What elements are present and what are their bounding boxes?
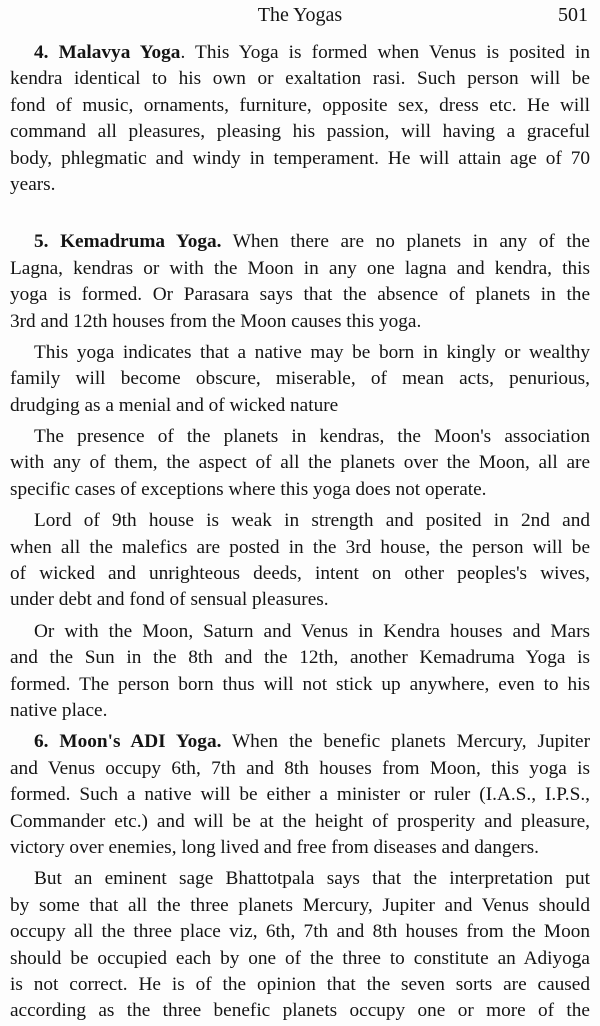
line-text: Or with the Moon, Saturn and Venus in Kendra houses and Mars bbox=[34, 620, 590, 642]
line-text: The presence of the planets in kendras, the Moon's association bbox=[34, 426, 590, 448]
paragraph bbox=[10, 424, 590, 503]
page-body bbox=[0, 40, 600, 1025]
text-line bbox=[10, 919, 590, 945]
line-text: . This Yoga is formed when Venus is posited in bbox=[180, 42, 591, 63]
text-line bbox=[10, 366, 590, 392]
line-text: occupy all the three place viz, 6th, 7th and 8th houses from the Moon bbox=[10, 921, 590, 943]
line-text: Commander etc.) and will be at the height of prosperity and pleasure, bbox=[10, 810, 590, 832]
text-line bbox=[10, 229, 590, 255]
line-text: and Venus occupy 6th, 7th and 8th houses from Moon, this yoga is bbox=[10, 757, 590, 779]
paragraph bbox=[10, 229, 590, 335]
line-text: by some that all the three planets Mercury, Jupiter and Venus should bbox=[10, 894, 590, 916]
line-text: yoga is formed. Or Parasara says that the absence of planets in the bbox=[10, 284, 590, 306]
line-text: victory over enemies, long lived and free from diseases and dangers. bbox=[10, 836, 539, 858]
text-line bbox=[10, 809, 590, 835]
text-line bbox=[10, 866, 590, 892]
text-line bbox=[10, 450, 590, 476]
text-line bbox=[10, 146, 590, 172]
line-text: Lord of 9th house is weak in strength and posited in 2nd and bbox=[34, 510, 590, 532]
text-line bbox=[10, 998, 590, 1024]
line-text: drudging as a menial and of wicked nature bbox=[10, 394, 339, 416]
line-text: When there are no planets in any of the bbox=[221, 231, 590, 253]
text-line bbox=[10, 424, 590, 450]
text-line bbox=[10, 535, 590, 561]
line-text: When the benefic planets Mercury, Jupiter bbox=[221, 731, 590, 753]
text-line bbox=[10, 309, 590, 335]
text-line bbox=[10, 893, 590, 919]
text-line bbox=[10, 256, 590, 282]
paragraph bbox=[10, 508, 590, 614]
text-line bbox=[10, 508, 590, 534]
text-line bbox=[10, 561, 590, 587]
text-line bbox=[10, 782, 590, 808]
line-text: should be occupied each by one of the three to constitute an Adiyoga bbox=[10, 947, 590, 969]
text-line bbox=[10, 282, 590, 308]
line-text: But an eminent sage Bhattotpala says that the interpretation put bbox=[34, 868, 590, 890]
line-text: command all pleasures, pleasing his passion, will having a graceful bbox=[10, 121, 590, 143]
text-line bbox=[10, 40, 590, 66]
line-text: Lagna, kendras or with the Moon in any one lagna and kendra, this bbox=[10, 257, 590, 279]
line-text: and the Sun in the 8th and the 12th, another Kemadruma Yoga is bbox=[10, 647, 590, 669]
running-title: The Yogas bbox=[257, 4, 343, 26]
line-text: years. bbox=[10, 173, 56, 195]
line-text: family will become obscure, miserable, of mean acts, penurious, bbox=[10, 368, 590, 390]
line-text: with any of them, the aspect of all the planets over the Moon, all are bbox=[10, 452, 590, 474]
line-text: of wicked and unrighteous deeds, intent on other peoples's wives, bbox=[10, 563, 590, 585]
page-header bbox=[0, 0, 600, 40]
text-line bbox=[10, 672, 590, 698]
line-text: formed. Such a native will be either a minister or ruler (I.A.S., I.P.S., bbox=[10, 784, 590, 806]
text-line bbox=[10, 946, 590, 972]
text-line bbox=[10, 172, 590, 198]
line-text: formed. The person born thus will not stick up anywhere, even to his bbox=[10, 673, 590, 695]
text-line bbox=[10, 587, 590, 613]
paragraph bbox=[10, 729, 590, 861]
text-line bbox=[10, 729, 590, 755]
line-text: is not correct. He is of the opinion that the seven sorts are caused bbox=[10, 973, 590, 995]
text-line bbox=[10, 66, 590, 92]
text-line bbox=[10, 756, 590, 782]
page-number: 501 bbox=[558, 4, 588, 26]
text-line bbox=[10, 340, 590, 366]
paragraph bbox=[10, 619, 590, 725]
section-heading: 5. Kemadruma Yoga. bbox=[34, 231, 222, 253]
line-text: according as the three benefic planets occupy one or more of the bbox=[10, 1000, 590, 1022]
text-line bbox=[10, 835, 590, 861]
line-text: This yoga indicates that a native may be born in kingly or wealthy bbox=[34, 341, 590, 363]
paragraph bbox=[10, 340, 590, 419]
text-line bbox=[10, 93, 590, 119]
line-text: specific cases of exceptions where this yoga does not operate. bbox=[10, 478, 487, 500]
line-text: body, phlegmatic and windy in temperament. He will attain age of 70 bbox=[10, 147, 590, 169]
text-line bbox=[10, 698, 590, 724]
paragraph bbox=[10, 40, 590, 198]
section-heading: 6. Moon's ADI Yoga. bbox=[34, 731, 222, 753]
text-line bbox=[10, 619, 590, 645]
paragraph bbox=[10, 866, 590, 1024]
line-text: when all the malefics are posted in the 3rd house, the person will be bbox=[10, 536, 590, 558]
line-text: kendra identical to his own or exaltation rasi. Such person will be bbox=[10, 68, 590, 90]
line-text: fond of music, ornaments, furniture, opposite sex, dress etc. He will bbox=[10, 94, 590, 116]
line-text: 3rd and 12th houses from the Moon causes this yoga. bbox=[10, 310, 422, 332]
line-text: under debt and fond of sensual pleasures. bbox=[10, 589, 329, 611]
text-line bbox=[10, 972, 590, 998]
text-line bbox=[10, 477, 590, 503]
text-line bbox=[10, 119, 590, 145]
text-line bbox=[10, 645, 590, 671]
line-text: native place. bbox=[10, 699, 108, 721]
section-heading: 4. Malavya Yoga bbox=[34, 42, 181, 63]
text-line bbox=[10, 393, 590, 419]
